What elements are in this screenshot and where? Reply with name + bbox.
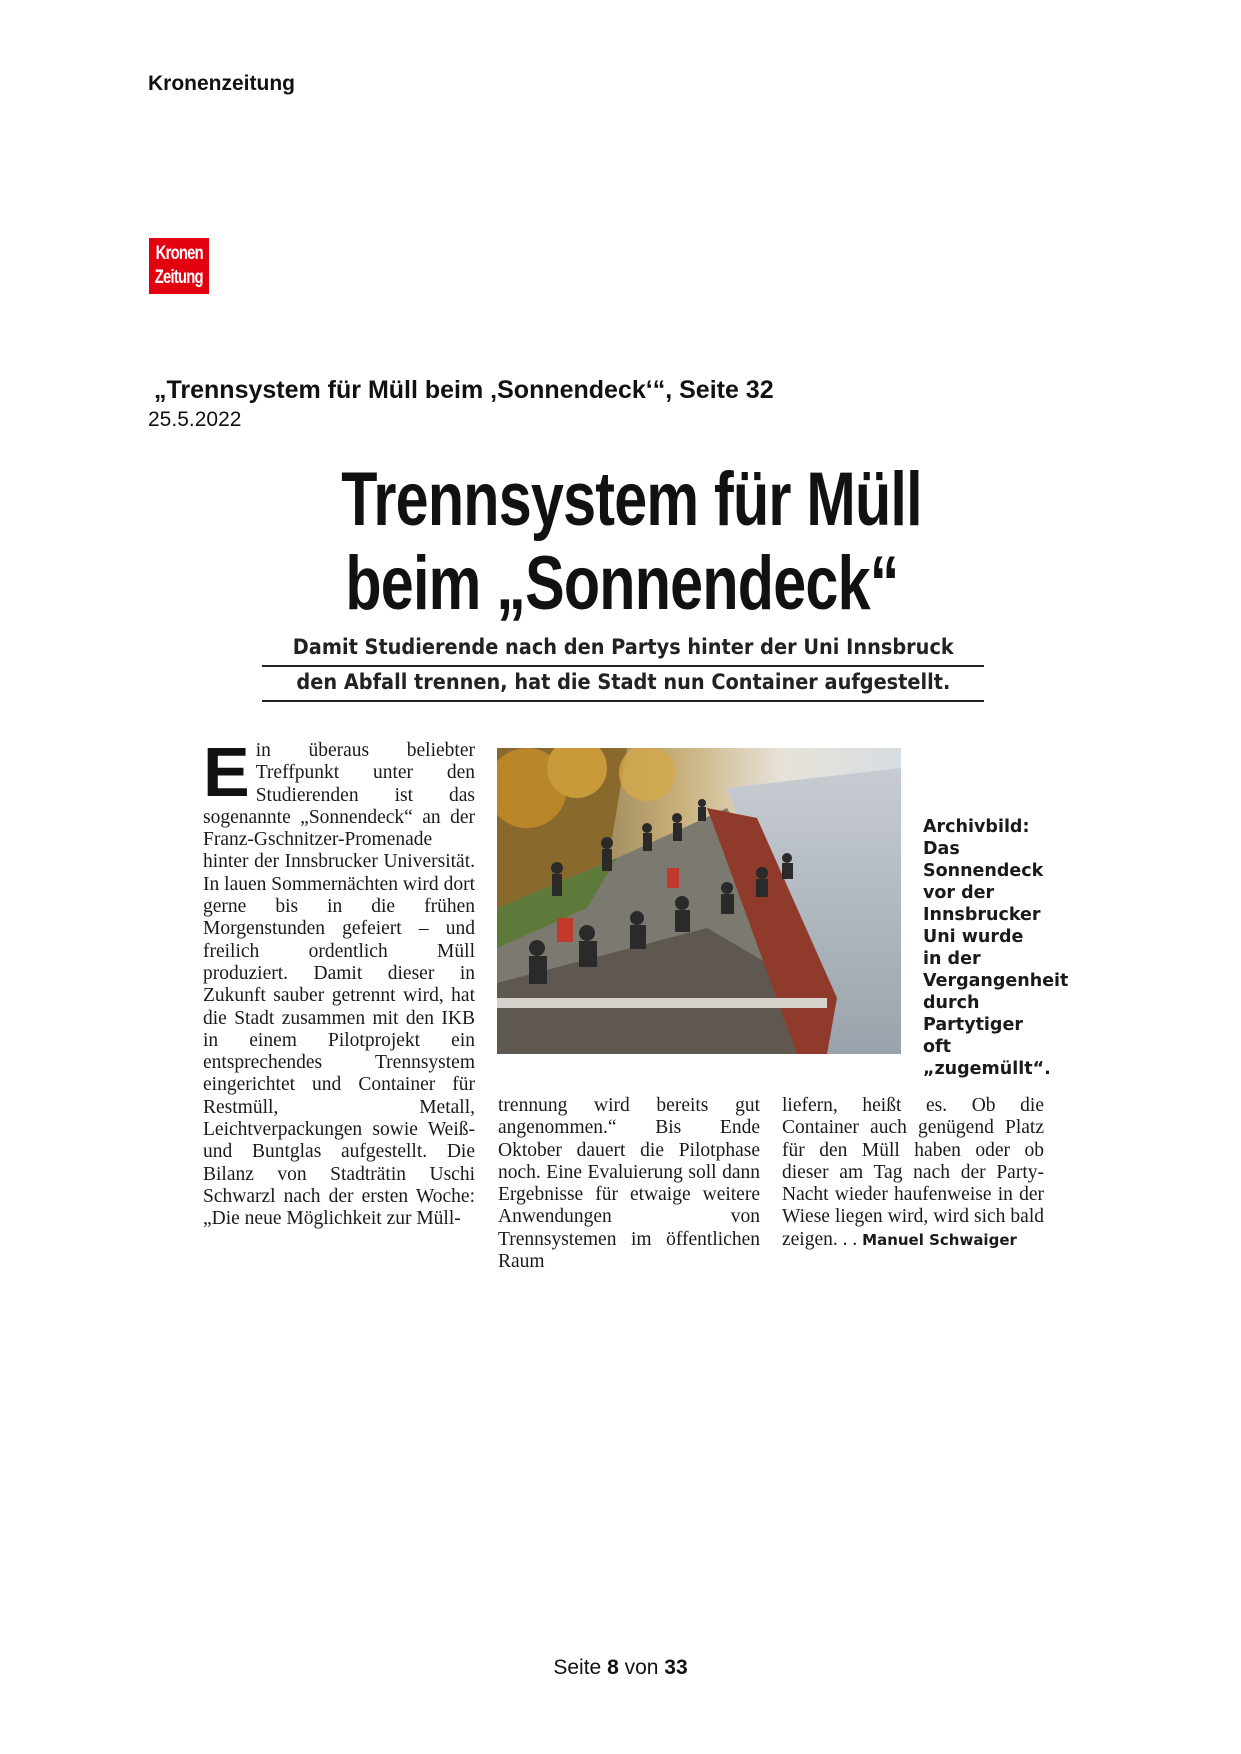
article-subhead (262, 632, 984, 702)
drop-cap: E (203, 733, 250, 811)
total-pages: 33 (664, 1656, 688, 1679)
column-3-text: liefern, heißt es. Ob die Container auch genügend Platz für den Müll haben oder ob dieser am Tag nach der Party-Nacht wieder haufenweise in der Wiese liegen wird, wird sich bald zeigen. . . (782, 1095, 1044, 1250)
kronen-zeitung-logo (149, 238, 209, 294)
clip-date: 25.5.2022 (148, 408, 242, 431)
article-headline (262, 458, 982, 626)
subhead-row-1 (262, 632, 984, 667)
article-column-3 (782, 1095, 1044, 1251)
subhead-line-2: den Abfall trennen, hat die Stadt nun Container aufgestellt. (296, 670, 950, 694)
footer-middle: von (618, 1656, 665, 1679)
subhead-line-1: Damit Studierende nach den Partys hinter der Uni Innsbruck (292, 635, 954, 659)
footer-prefix: Seite (553, 1656, 608, 1679)
page-footer (0, 1656, 1241, 1680)
source-header: Kronenzeitung (148, 72, 295, 95)
headline-line-1: Trennsystem für Müll (341, 457, 922, 542)
article-column-1 (203, 733, 475, 1231)
logo-line-2: Zeitung (154, 267, 204, 288)
photo-caption: Archivbild: Das Sonnendeck vor der Innsbrucker Uni wurde in der Vergangenheit durch Partytiger oft „zugemüllt“. (923, 817, 1069, 1079)
clip-title: „Trennsystem für Müll beim ‚Sonnendeck‘“, Seite 32 (154, 376, 774, 404)
archive-photo (497, 748, 901, 1054)
headline-line-2: beim „Sonnendeck“ (345, 541, 899, 626)
current-page-number: 8 (607, 1656, 619, 1679)
article-column-2: trennung wird bereits gut angenommen.“ Bis Ende Oktober dauert die Pilotphase noch. Eine Evaluierung soll dann Ergebnisse für etwaige weitere Anwendungen von Trennsystemen im öffentlichen Raum (498, 1095, 760, 1273)
logo-line-1: Kronen (155, 243, 203, 264)
author-byline: Manuel Schwaiger (862, 1230, 1017, 1249)
column-1-text: in überaus beliebter Treffpunkt unter den Studierenden ist das sogenannte „Sonnendeck“ an der Franz-Gschnitzer-Promenade hinter der Innsbrucker Universität. In lauen Sommernächten wird dort gerne bis in die frühen Morgenstunden gefeiert – und freilich ordentlich Müll produziert. Damit dieser in Zukunft sauber getrennt wird, hat die Stadt zusammen mit den IKB in einem Pilotprojekt ein entsprechendes Trennsystem eingerichtet und Container für Restmüll, Metall, Leichtverpackungen sowie Weiß- und Buntglas aufgestellt. Die Bilanz von Stadträtin Uschi Schwarzl nach der ersten Woche: „Die neue Möglichkeit zur Müll- (203, 740, 475, 1230)
subhead-row-2 (262, 667, 984, 702)
